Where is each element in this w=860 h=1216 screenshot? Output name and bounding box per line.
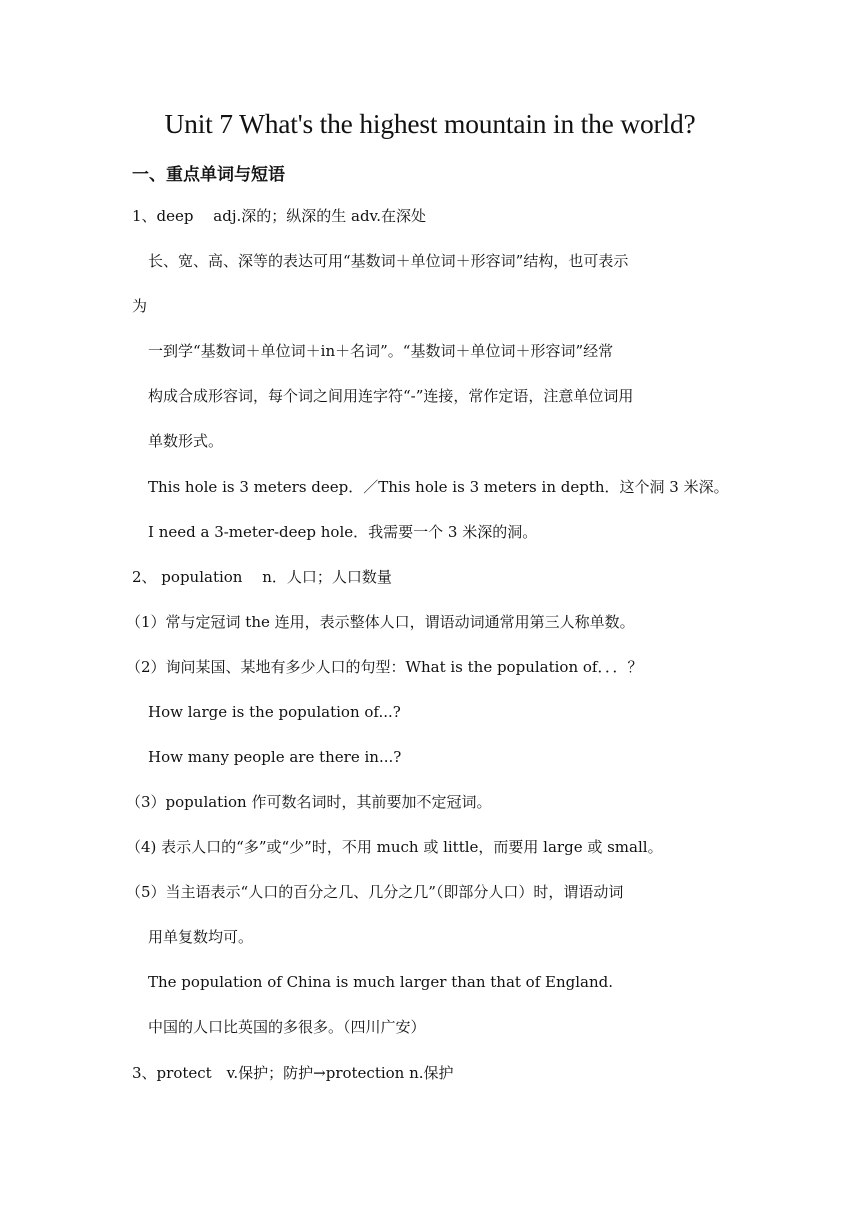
section-heading: 一、重点单词与短语 (132, 165, 285, 185)
text-line: 单数形式。 (148, 432, 224, 450)
text-line: （2）询问某国、某地有多少人口的句型：What is the population of．．．？ (126, 658, 643, 676)
page-title: Unit 7 What's the highest mountain in the world? (164, 108, 696, 139)
text-line: I need a 3-meter-deep hole．我需要一个 3 米深的洞。 (148, 523, 538, 541)
text-line: How many people are there in...? (148, 748, 402, 766)
text-line: 长、宽、高、深等的表达可用“基数词＋单位词＋形容词”结构，也可表示 (148, 252, 629, 270)
text-line: 3、protect v.保护；防护→protection n.保护 (132, 1064, 454, 1082)
text-line: 构成合成形容词，每个词之间用连字符“-”连接，常作定语，注意单位词用 (148, 387, 634, 405)
text-line: 1、deep adj.深的；纵深的生 adv.在深处 (132, 207, 427, 225)
text-line: 一到学“基数词＋单位词＋in＋名词”。“基数词＋单位词＋形容词”经常 (148, 342, 614, 360)
text-line: （4) 表示人口的“多”或“少”时，不用 much 或 little，而要用 large 或 small。 (126, 838, 663, 856)
text-line: This hole is 3 meters deep．／This hole is 3 meters in depth．这个洞 3 米深。 (148, 478, 729, 496)
text-line: （5）当主语表示“人口的百分之几、几分之几”（即部分人口）时，谓语动词 (126, 883, 624, 901)
text-line: How large is the population of...? (148, 703, 401, 721)
text-line: The population of China is much larger than that of England. (148, 973, 614, 991)
text-line: 2、 population n．人口；人口数量 (132, 568, 392, 586)
text-line: 为 (132, 297, 148, 315)
text-line: （3）population 作可数名词时，其前要加不定冠词。 (126, 793, 492, 811)
text-line: 中国的人口比英国的多很多。（四川广安） (148, 1018, 426, 1036)
text-line: （1）常与定冠词 the 连用，表示整体人口，谓语动词通常用第三人称单数。 (126, 613, 635, 631)
text-line: 用单复数均可。 (148, 928, 254, 946)
